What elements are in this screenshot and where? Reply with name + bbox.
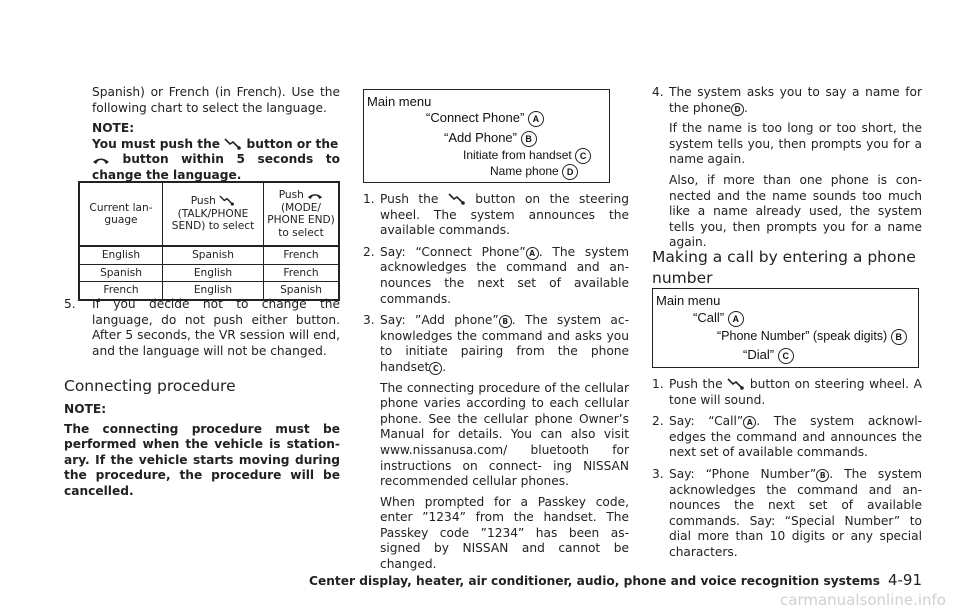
table-cell: Spanish (264, 282, 340, 300)
step-list (64, 297, 340, 365)
header-push-mode: Push (MODE/ PHONE END) to select (264, 182, 340, 246)
callout-c-icon: C (429, 362, 442, 375)
footer-title: Center display, heater, air conditioner, audio, phone and voice recognition systems (309, 574, 880, 588)
list-item: 1. Push the button on the steering wheel. The system announces the available commands. (363, 192, 630, 238)
page-footer (0, 570, 922, 589)
table-cell: English (163, 264, 264, 282)
callout-a-icon: A (743, 416, 756, 429)
callout-d-icon: D (731, 103, 744, 116)
paragraph: The connecting procedure of the cellular phone varies according to each cellular phone. See the cellular phone Owner’s Manual for details. You can also visit www.nissanusa.com/ bluetooth for instructions on connect- ing NISSAN recommended cellular phones. (380, 380, 629, 489)
callout-b-icon: B (891, 329, 907, 345)
talk-button-icon (448, 193, 466, 205)
section-heading: Connecting procedure (64, 377, 236, 395)
header-push-talk: Push (TALK/PHONE SEND) to select (163, 182, 264, 246)
list-item: 2. Say: “Call” A . The system acknowl- edges the command and announces the next set of available commands. (652, 414, 922, 460)
page-number: 4-91 (887, 571, 922, 589)
paragraph: When prompted for a Passkey code, enter ”1234” from the handset. The Passkey code ”1234” has been as- signed by NISSAN and cannot be changed. (380, 494, 629, 572)
list-item: 4. The system asks you to say a name for the phone D . If the name is too long or too short, the system tells you, then prompts you for a name again. Also, if more than one phone is con- nected and the name sounds too much like a name already used, the system tells you, then prompts you for a name again. (652, 85, 922, 250)
note2-block (64, 402, 340, 500)
talk-button-icon (727, 378, 745, 390)
connect-phone-menu-diagram (363, 89, 610, 183)
menu-item: “Connect Phone” A (426, 110, 544, 127)
table-cell: Spanish (163, 246, 264, 264)
talk-button-icon (219, 195, 235, 206)
language-table (78, 181, 340, 301)
intro-text: Spanish) or French (in French). Use the following chart to select the language. (92, 85, 340, 115)
phone-end-button-icon (92, 155, 110, 165)
list-item: 2. Say: “Connect Phone” A . The system acknowledges the command and an- nounces the next set of available commands. (363, 244, 629, 306)
list-item: 3. Say: ”Add phone” B . The system ac- knowledges the command and asks you to initiate pairing from the phone handset C . The connecting procedure of the cellular phone varies according to each cellular phone. See the cellular phone Owner’s Manual for details. You can also visit www.nissanusa.com/ bluetooth for instructions on connect- ing NISSAN recommended cellular phones. When prompted for a Passkey code, enter ”1234” from the handset. The Passkey code ”1234” has been as- signed by NISSAN and cannot be changed. (363, 313, 629, 572)
note-block (92, 121, 340, 183)
call-menu-diagram (652, 288, 919, 368)
table-cell: French (264, 264, 340, 282)
menu-title: Main menu (656, 293, 721, 308)
paragraph: If the name is too long or too short, the system tells you, then prompts you for a name again. (669, 121, 922, 167)
note-text: The connecting procedure must be performed when the vehicle is station- ary. If the vehicle starts moving during the procedure, the procedure will be cancelled. (64, 421, 340, 498)
table-cell: Spanish (79, 264, 163, 282)
step-list (652, 377, 922, 567)
list-item: 3. Say: “Phone Number” B . The system acknowledges the command and an- nounces the next set of available commands. Say: “Special Number” to dial more than 10 digits or any special characters. (652, 466, 922, 559)
note-label: NOTE: (92, 121, 135, 135)
note-text: You must push the button or the button within 5 seconds to change the language. (92, 136, 340, 182)
menu-item: “Add Phone” B (444, 130, 537, 147)
table-cell: French (103, 284, 139, 296)
table-cell: French (264, 246, 340, 264)
callout-a-icon: A (528, 111, 544, 127)
menu-item: “Call” A (693, 310, 744, 327)
menu-item: Initiate from handset C (463, 148, 591, 164)
menu-item: “Phone Number” (speak digits) B (717, 329, 907, 345)
step-list (363, 192, 629, 579)
phone-end-button-icon (307, 191, 323, 200)
callout-b-icon: B (816, 469, 829, 482)
callout-a-icon: A (526, 247, 539, 260)
callout-c-icon: C (778, 348, 794, 364)
menu-item: Name phone D (490, 164, 578, 180)
table-cell: English (163, 282, 264, 300)
table-row (79, 264, 339, 282)
list-item: 1. Push the button on steering wheel. A tone will sound. (652, 377, 923, 407)
table-row (79, 246, 339, 264)
callout-a-icon: A (728, 311, 744, 327)
menu-item: “Dial” C (743, 347, 794, 364)
callout-d-icon: D (562, 164, 578, 180)
callout-b-icon: B (521, 131, 537, 147)
section-heading: Making a call by entering a phone number (652, 248, 916, 287)
note-label: NOTE: (64, 402, 107, 416)
header-current-language: Current lan- guage (79, 182, 163, 246)
table-header-row (79, 182, 339, 246)
list-item: 5. If you decide not to change the language, do not push either button. After 5 seconds, the VR session will end, and the language will not be changed. (64, 297, 340, 358)
callout-b-icon: B (499, 315, 512, 328)
callout-c-icon: C (575, 148, 591, 164)
table-cell: English (79, 246, 163, 264)
step-list (652, 85, 922, 257)
talk-button-icon (224, 138, 242, 150)
menu-title: Main menu (367, 94, 432, 109)
paragraph: Also, if more than one phone is con- nected and the name sounds too much like a name already used, the system tells you, then prompts you for a name again. (669, 172, 922, 250)
watermark: carmanualsonline.info (780, 591, 946, 609)
